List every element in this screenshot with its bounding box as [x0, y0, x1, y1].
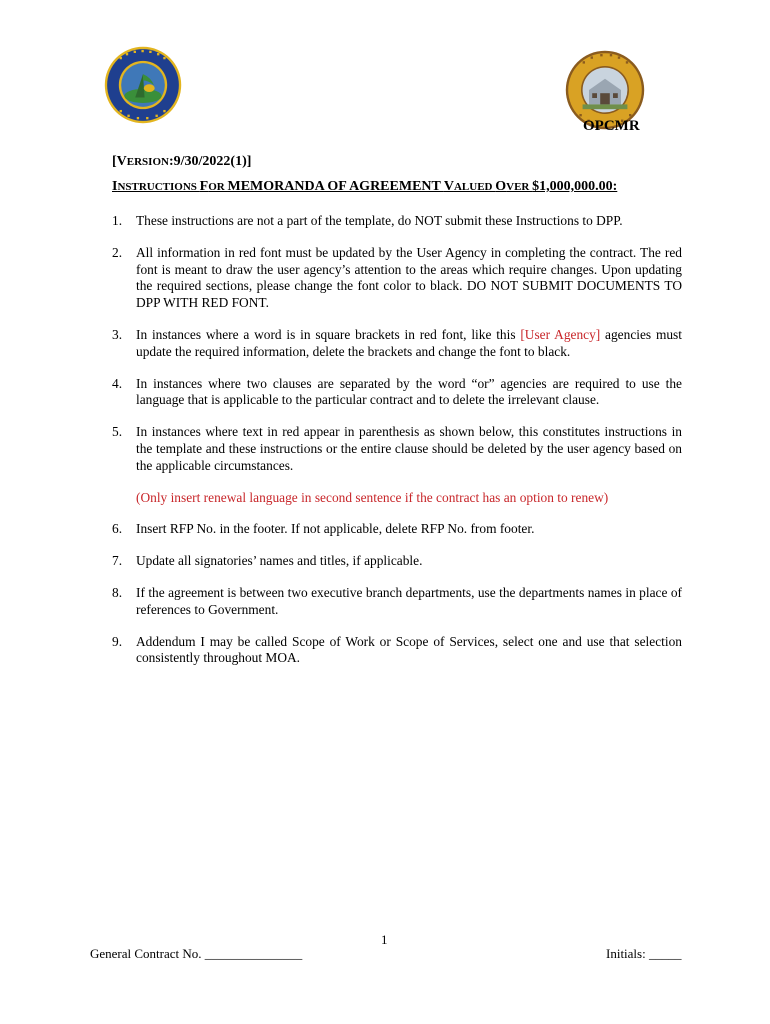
version-line: [VERSION:9/30/2022(1)] [112, 154, 252, 169]
footer-contract-number: General Contract No. _______________ [90, 946, 303, 961]
list-item: 7. Update all signatories’ names and titles, if applicable. [112, 553, 423, 569]
government-seal-icon [104, 46, 182, 124]
list-item: 1. These instructions are not a part of the template, do NOT submit these Instructions to DPP. [112, 213, 623, 228]
list-item: 2. All information in red font must be updated by the User Agency in completing the contract. The red font is meant to draw the user agency’s attention to the areas which require changes. Upon updating the required sections, please change the font color to black. DO NOT SUBMIT DOCUMENTS TO DPP WITH RED FONT. [112, 244, 682, 311]
page-number: 1 [381, 932, 388, 947]
list-item: 6. Insert RFP No. in the footer. If not applicable, delete RFP No. from footer. [112, 521, 535, 537]
red-instruction-example: (Only insert renewal language in second sentence if the contract has an option to renew) [136, 489, 609, 505]
footer-initials: Initials: _____ [606, 946, 682, 961]
list-item: 9. Addendum I may be called Scope of Work or Scope of Services, select one and use that selection consistently throughout MOA. [112, 633, 682, 666]
list-item: 3. In instances where a word is in square brackets in red font, like this [User Agency] agencies must update the required information, delete the brackets and change the font to black. [112, 326, 682, 359]
office-code: OPCMR [583, 118, 640, 134]
list-item: 5. In instances where text in red appear in parenthesis as shown below, this constitutes instructions in the template and these instructions or the entire clause should be deleted by the user agency based on the applicable circumstances. [112, 424, 682, 473]
page-title: INSTRUCTIONS FOR MEMORANDA OF AGREEMENT VALUED OVER $1,000,000.00: [112, 179, 618, 194]
instructions-list [112, 213, 682, 667]
list-item: 8. If the agreement is between two executive branch departments, use the departments names in place of references to Government. [112, 584, 682, 617]
list-item: 4. In instances where two clauses are separated by the word “or” agencies are required to use the language that is applicable to the particular contract and to delete the irrelevant clause. [112, 375, 682, 408]
red-font-example: [User Agency] [520, 326, 601, 342]
